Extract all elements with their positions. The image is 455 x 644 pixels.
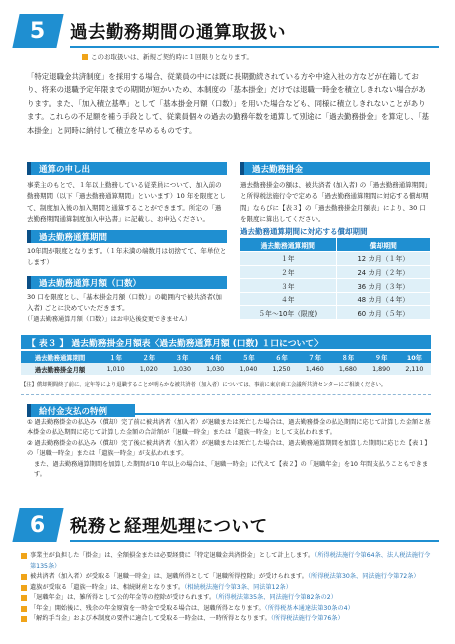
list-item-text: 被共済者（加入者）が受取る「退職一時金」は、退職所得として「退職所得控除」が受けられます。 bbox=[30, 573, 308, 580]
table-row bbox=[240, 292, 430, 306]
list-item: また、過去勤務通算期間を加算した期間が10 年以上の場合は、「退職一時金」に代えて【表２】の「退職年金」を10 年間支払うこともできます。 bbox=[34, 460, 429, 479]
tax-list bbox=[21, 551, 435, 625]
tsusan-moushide-text: 事業主のもとで、１年以上勤務している従業員について、加入前の勤務期間（以下「過去勤務通算期間」といいます）10 年を限度として、制度加入後の加入期間と通算することができます。所定の「過去勤務期間通算制度加入申込書」に記載し、お申込ください。 bbox=[27, 181, 226, 223]
table-cell: ９年 bbox=[365, 351, 398, 363]
kakekin-getsugaku-table bbox=[21, 351, 431, 375]
note-text: このお取扱いは、新規ご契約時に１回限りとなります。 bbox=[91, 53, 253, 61]
kyufu-heading-label: 給付金支払の特例 bbox=[27, 404, 135, 417]
shokyaku-kikan-subheading: 過去勤務通算期間に対応する償却期間 bbox=[240, 227, 368, 236]
kyufu-heading bbox=[27, 402, 431, 415]
table-cell: 過去勤務掛金月額 bbox=[21, 363, 99, 375]
heading-accent bbox=[240, 162, 244, 175]
table-cell: １年 bbox=[99, 351, 132, 363]
bullet-square-icon bbox=[82, 54, 88, 60]
table-row bbox=[240, 252, 430, 266]
table-cell: 24 カ月（２年） bbox=[336, 265, 430, 279]
kako-kinmu-tsusan-kikan-text: 10年間が限度となります。（１年未満の端数月は切捨てて、年単位とします） bbox=[27, 247, 227, 267]
list-item bbox=[21, 583, 435, 594]
shokyaku-kikan-table bbox=[240, 238, 430, 320]
table-row bbox=[240, 279, 430, 293]
table-cell: 1,460 bbox=[298, 363, 331, 375]
table-row bbox=[240, 265, 430, 279]
section-number-badge: 6 bbox=[12, 508, 63, 542]
table-cell: 1,030 bbox=[199, 363, 232, 375]
table-cell: 12 カ月（１年） bbox=[336, 252, 430, 266]
list-item bbox=[21, 572, 435, 583]
table-cell: 1,680 bbox=[331, 363, 364, 375]
intro-paragraph: 「特定退職金共済制度」を採用する場合、従業員の中には既に長期勤続されている方や中途入社の方などが在籍しており、将来の退職予定年限までの期間が短かいため、本制度の「基本掛金」だけでは退職一時金を積立しきれない場合があります。また、「加入積立基準」として「基本掛金月額（口数）」を用いた場合なども、同様に積立しきれないことがあります。これらの不足額を補う手段として、従業員個々の過去の勤務年数を通算して別途に「過去勤務掛金」を算定し、「基本掛金」と同時に納付して積立を早めるものです。 bbox=[27, 72, 430, 135]
list-item bbox=[21, 551, 435, 572]
law-reference: （所得税基本通達法第30条の4） bbox=[264, 604, 354, 612]
list-item-text: 遺族が受取る「遺族一時金」は、相続財産となります。 bbox=[30, 583, 185, 591]
heading-tsusan-moushide: 通算の申し出 bbox=[27, 162, 227, 175]
table-row bbox=[21, 351, 431, 363]
section-rule bbox=[70, 540, 439, 542]
section-6-heading bbox=[16, 508, 439, 542]
table-cell: ２年 bbox=[240, 265, 336, 279]
table-header-cell: 償却期間 bbox=[336, 238, 430, 252]
heading-kako-kinmu-tsusan-getsugaku: 過去勤務通算月額（口数） bbox=[27, 276, 227, 289]
table-cell: 1,030 bbox=[165, 363, 198, 375]
heading-kako-kinmu-tsusan-kikan: 過去勤務通算期間 bbox=[27, 230, 227, 243]
list-item: ① 過去勤務掛金の払込み（償却）完了前に被共済者（加入者）が退職または死亡した場合は、過去勤務掛金の払込期間に応じて計算した金額と基本掛金の払込期間に応じて計算した金額の合計額が「退職一時金」または「遺族一時金」として支払われます。 bbox=[27, 419, 431, 437]
table3-note: 【注】償却期間終了前に、定年等により退職することが明らかな被共済者（加入者）については、事前に東京商工会議所共済センターにご相談ください。 bbox=[21, 382, 387, 388]
bullet-square-icon bbox=[21, 616, 27, 622]
list-item bbox=[21, 614, 435, 625]
table-cell: 1,250 bbox=[265, 363, 298, 375]
table-row bbox=[240, 306, 430, 320]
kako-kinmu-kakekin-text: 過去勤務掛金の額は、被共済者 (加入者) の「過去勤務通算期間」と所得税法施行令で定める「過去勤務通算期間に対応する償却期間」ならびに【表３】の「過去勤務掛金月額表」により、30 口を限度に算出してください。 bbox=[240, 181, 432, 223]
heading-kako-kinmu-kakekin: 過去勤務掛金 bbox=[240, 162, 430, 175]
table-cell: ５年～10年（限度) bbox=[240, 306, 336, 320]
table-cell: ４年 bbox=[199, 351, 232, 363]
table-cell: ４年 bbox=[240, 292, 336, 306]
table-cell: 10年 bbox=[398, 351, 431, 363]
table3-title: 【 表３ 】 過去勤務掛金月額表〈過去勤務通算月額 (口数) １口について〉 bbox=[21, 335, 431, 349]
law-reference: （所得税法施行令第76条） bbox=[270, 615, 344, 622]
table-header-row bbox=[240, 238, 430, 252]
law-reference: （相続税法施行令第3条、同法第12条） bbox=[184, 583, 292, 591]
law-reference: （所得税法施行令第64条、法人税法施行令第135条） bbox=[30, 552, 431, 570]
list-item-text: 「年金」開始後に、残余の年金原資を一時金で受取る場合は、退職所得となります。 bbox=[30, 604, 265, 612]
list-item-text: 事業主が負担した「掛金」は、全額損金または必要経費に「特定退職金共済掛金」として計上します。 bbox=[30, 552, 315, 559]
list-item-text: 「解約手当金」および本制度の要件に適合して受取る一時金は、一時所得となります。 bbox=[30, 615, 271, 622]
divider bbox=[21, 394, 431, 395]
table-cell: 2,110 bbox=[398, 363, 431, 375]
table-header-cell: 過去勤務通算期間 bbox=[240, 238, 336, 252]
table-cell: 1,890 bbox=[365, 363, 398, 375]
table-cell: ２年 bbox=[132, 351, 165, 363]
section-rule bbox=[70, 46, 439, 48]
kako-kinmu-tsusan-getsugaku-note: （「過去勤務通算月額（口数）」はお申込後変更できません） bbox=[24, 316, 192, 323]
list-item bbox=[21, 604, 435, 615]
kako-kinmu-tsusan-getsugaku-text: 30 口を限度とし、「基本掛金月額（口数）」の範囲内で被共済者(加入者) ごとに決めていただきます。 bbox=[27, 293, 222, 313]
law-reference: （所得税法第35条、同法施行令第82条の2） bbox=[215, 594, 337, 601]
heading-accent bbox=[27, 162, 31, 175]
table-cell: ３年 bbox=[240, 279, 336, 293]
table-cell: 36 カ月（３年） bbox=[336, 279, 430, 293]
law-reference: （所得税法第30条、同法施行令第72条） bbox=[307, 573, 420, 580]
bullet-square-icon bbox=[21, 585, 27, 591]
table-cell: 1,010 bbox=[99, 363, 132, 375]
table-cell: 60 カ月（５年） bbox=[336, 306, 430, 320]
section-5-heading bbox=[16, 14, 439, 48]
heading-accent bbox=[27, 276, 31, 289]
table-cell: ５年 bbox=[232, 351, 265, 363]
bullet-square-icon bbox=[21, 606, 27, 612]
bullet-square-icon bbox=[21, 574, 27, 580]
table-cell: 1,020 bbox=[132, 363, 165, 375]
table-cell: ３年 bbox=[165, 351, 198, 363]
list-item: ② 過去勤務掛金の払込み（償却）完了後に被共済者（加入者）が退職または死亡した場合は、過去勤務通算期間を加算した期間に応じた【表１】の「退職一時金」または「遺族一時金」が支払われます。 bbox=[27, 439, 431, 458]
table-cell: ７年 bbox=[298, 351, 331, 363]
table-cell: １年 bbox=[240, 252, 336, 266]
list-item-text: 「退職年金」は、雑所得として公的年金等の控除が受けられます。 bbox=[30, 594, 216, 601]
table-cell: ８年 bbox=[331, 351, 364, 363]
section-title: 税務と経理処理について bbox=[70, 516, 268, 537]
heading-accent bbox=[27, 230, 31, 243]
kyufu-list bbox=[27, 418, 431, 480]
one-time-note bbox=[82, 52, 253, 61]
table-cell: 48 カ月（４年） bbox=[336, 292, 430, 306]
table-row bbox=[21, 363, 431, 375]
list-item bbox=[21, 593, 435, 604]
table-cell: ６年 bbox=[265, 351, 298, 363]
section-number-badge: 5 bbox=[12, 14, 63, 48]
heading-accent bbox=[27, 404, 31, 417]
bullet-square-icon bbox=[21, 595, 27, 601]
bullet-square-icon bbox=[21, 553, 27, 559]
section-title: 過去勤務期間の通算取扱い bbox=[70, 22, 286, 43]
table-cell: 1,040 bbox=[232, 363, 265, 375]
table-cell: 過去勤務通算期間 bbox=[21, 351, 99, 363]
